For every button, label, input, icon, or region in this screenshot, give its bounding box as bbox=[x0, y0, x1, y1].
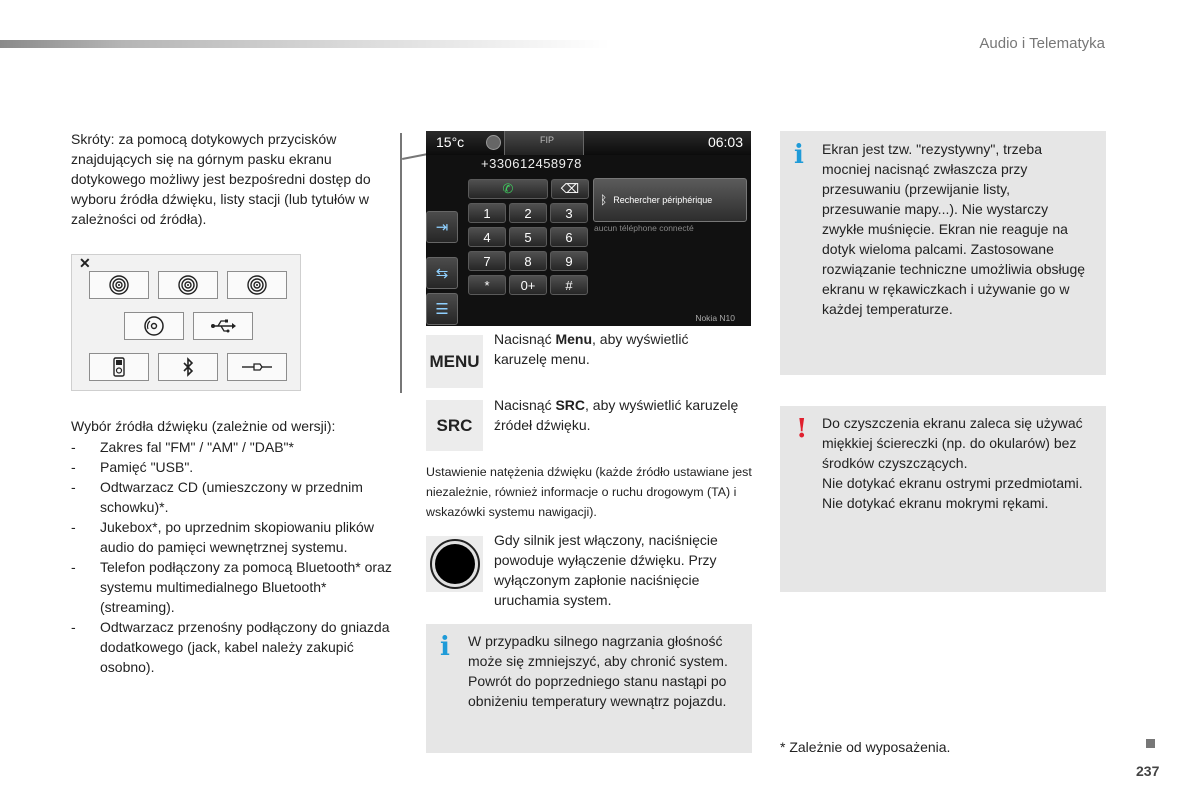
cd-icon bbox=[144, 316, 164, 336]
volume-knob-image bbox=[426, 536, 483, 592]
bluetooth-icon bbox=[182, 357, 194, 377]
source-list bbox=[71, 437, 401, 677]
list-item: - Telefon podłączony za pomocą Bluetooth* oraz systemu multimedialnego Bluetooth* (streaming). bbox=[71, 559, 392, 615]
screen-phone-number: +330612458978 bbox=[481, 156, 582, 171]
radio-icon bbox=[178, 275, 198, 295]
knob-icon bbox=[430, 539, 480, 589]
keypad-key[interactable]: 2 bbox=[509, 203, 547, 223]
bluetooth-source-button[interactable] bbox=[158, 353, 218, 381]
keypad-key[interactable]: 0+ bbox=[509, 275, 547, 295]
info-icon: i bbox=[794, 140, 804, 170]
screen-station-name: FIP bbox=[540, 135, 555, 145]
backspace-icon[interactable]: ⌫ bbox=[551, 179, 589, 199]
page-number: 237 bbox=[1136, 763, 1160, 779]
keypad-key[interactable]: * bbox=[468, 275, 506, 295]
disc-icon[interactable] bbox=[486, 135, 501, 150]
radio-source-button[interactable] bbox=[227, 271, 287, 299]
source-selection-panel bbox=[71, 254, 301, 391]
radio-source-button[interactable] bbox=[158, 271, 218, 299]
warning-icon: ! bbox=[796, 414, 808, 444]
info-box-text: W przypadku silnego nagrzania głośność może się zmniejszyć, aby chronić system. Powrót do poprzedniego stanu nastąpi po obniżeniu temperatury wewnątrz pojazdu. bbox=[468, 633, 728, 709]
screen-no-phone-note: aucun téléphone connecté bbox=[594, 223, 694, 233]
search-device-button[interactable] bbox=[593, 178, 747, 222]
screen-phone-name: Nokia N10 bbox=[695, 313, 735, 323]
screen-top-bar bbox=[426, 131, 751, 155]
screen-temperature: 15°c bbox=[436, 134, 465, 150]
shortcuts-paragraph: Skróty: za pomocą dotykowych przycisków znajdujących się na górnym pasku ekranu dotykowego możliwy jest bezpośredni dostęp do wyboru źródła dźwięku, listy stacji (lub tytułów w zależności od źródła). bbox=[71, 131, 371, 227]
radio-icon bbox=[247, 275, 267, 295]
warning-box-cleaning bbox=[780, 406, 1106, 592]
jack-source-button[interactable] bbox=[227, 353, 287, 381]
keypad-key[interactable]: 3 bbox=[550, 203, 588, 223]
engine-paragraph: Gdy silnik jest włączony, naciśnięcie powoduje wyłączenie dźwięku. Przy wyłączonym zapłonie naciśnięcie uruchamia system. bbox=[494, 532, 718, 608]
info-icon: i bbox=[440, 632, 450, 662]
keypad-key[interactable]: 5 bbox=[509, 227, 547, 247]
ipod-icon bbox=[113, 357, 125, 377]
keypad-key[interactable]: 4 bbox=[468, 227, 506, 247]
section-title: Audio i Telematyka bbox=[979, 35, 1105, 52]
keypad-key[interactable]: 8 bbox=[509, 251, 547, 271]
screen-time: 06:03 bbox=[707, 134, 743, 150]
volume-paragraph: Ustawienie natężenia dźwięku (każde źródło ustawiane jest niezależnie, również informacje o ruchu drogowym (TA) i wskazówki systemu nawigacji). bbox=[426, 465, 752, 519]
screen-contacts-icon[interactable]: ☰ bbox=[426, 293, 458, 325]
cd-source-button[interactable] bbox=[124, 312, 184, 340]
radio-icon bbox=[109, 275, 129, 295]
src-paragraph: Nacisnąć SRC, aby wyświetlić karuzelę źródeł dźwięku. bbox=[494, 397, 739, 433]
close-icon[interactable]: ✕ bbox=[79, 255, 91, 271]
keypad-key[interactable]: 9 bbox=[550, 251, 588, 271]
source-list-intro: Wybór źródła dźwięku (zależnie od wersji): bbox=[71, 418, 336, 434]
call-icon[interactable]: ✆ bbox=[468, 179, 548, 199]
bluetooth-search-icon: ᛒ bbox=[600, 193, 608, 207]
info-box-heat bbox=[426, 624, 752, 753]
callout-line bbox=[400, 133, 402, 393]
list-item: - Pamięć "USB". bbox=[71, 459, 194, 475]
list-item: - Odtwarzacz CD (umieszczony w przednim schowku)*. bbox=[71, 479, 363, 515]
info-box-screen bbox=[780, 131, 1106, 375]
list-item: - Odtwarzacz przenośny podłączony do gniazda dodatkowego (jack, kabel należy zakupić osobno). bbox=[71, 619, 390, 675]
list-item: - Zakres fal "FM" / "AM" / "DAB"* bbox=[71, 439, 294, 455]
menu-paragraph: Nacisnąć Menu, aby wyświetlić karuzelę menu. bbox=[494, 331, 689, 367]
keypad-key[interactable]: 6 bbox=[550, 227, 588, 247]
usb-source-button[interactable] bbox=[193, 312, 253, 340]
src-key-image: SRC bbox=[426, 400, 483, 451]
footnote: * Zależnie od wyposażenia. bbox=[780, 739, 951, 755]
usb-icon bbox=[210, 319, 236, 333]
search-device-label: Rechercher périphérique bbox=[613, 195, 713, 205]
jack-icon bbox=[240, 361, 274, 373]
ipod-source-button[interactable] bbox=[89, 353, 149, 381]
touchscreen-image bbox=[426, 131, 751, 326]
info-box-text: Ekran jest tzw. "rezystywny", trzeba mocniej nacisnąć zwłaszcza przy przesuwaniu (przewijanie listy, przesuwanie mapy...). Nie wystarczy zwykłe muśnięcie. Ekran nie reaguje na dotyk wieloma palcami. Zastosowane rozwiązanie techniczne umożliwia obsługę ekranu w rękawiczkach i używanie go w każdej temperaturze. bbox=[822, 141, 1086, 317]
radio-source-button[interactable] bbox=[89, 271, 149, 299]
menu-key-image: MENU bbox=[426, 335, 483, 388]
page-marker bbox=[1146, 739, 1155, 748]
header-gradient-bar bbox=[0, 40, 610, 48]
screen-call-transfer-icon[interactable]: ⇆ bbox=[426, 257, 458, 289]
warning-box-text: Do czyszczenia ekranu zaleca się używać miękkiej ściereczki (np. do okularów) bez środków czyszczących. Nie dotykać ekranu ostrymi przedmiotami. Nie dotykać ekranu mokrymi rękami. bbox=[822, 415, 1083, 511]
list-item: - Jukebox*, po uprzednim skopiowaniu plików audio do pamięci wewnętrznej systemu. bbox=[71, 519, 374, 555]
keypad-key[interactable]: 7 bbox=[468, 251, 506, 271]
keypad-key[interactable]: # bbox=[550, 275, 588, 295]
keypad-key[interactable]: 1 bbox=[468, 203, 506, 223]
screen-exit-icon[interactable]: ⇥ bbox=[426, 211, 458, 243]
